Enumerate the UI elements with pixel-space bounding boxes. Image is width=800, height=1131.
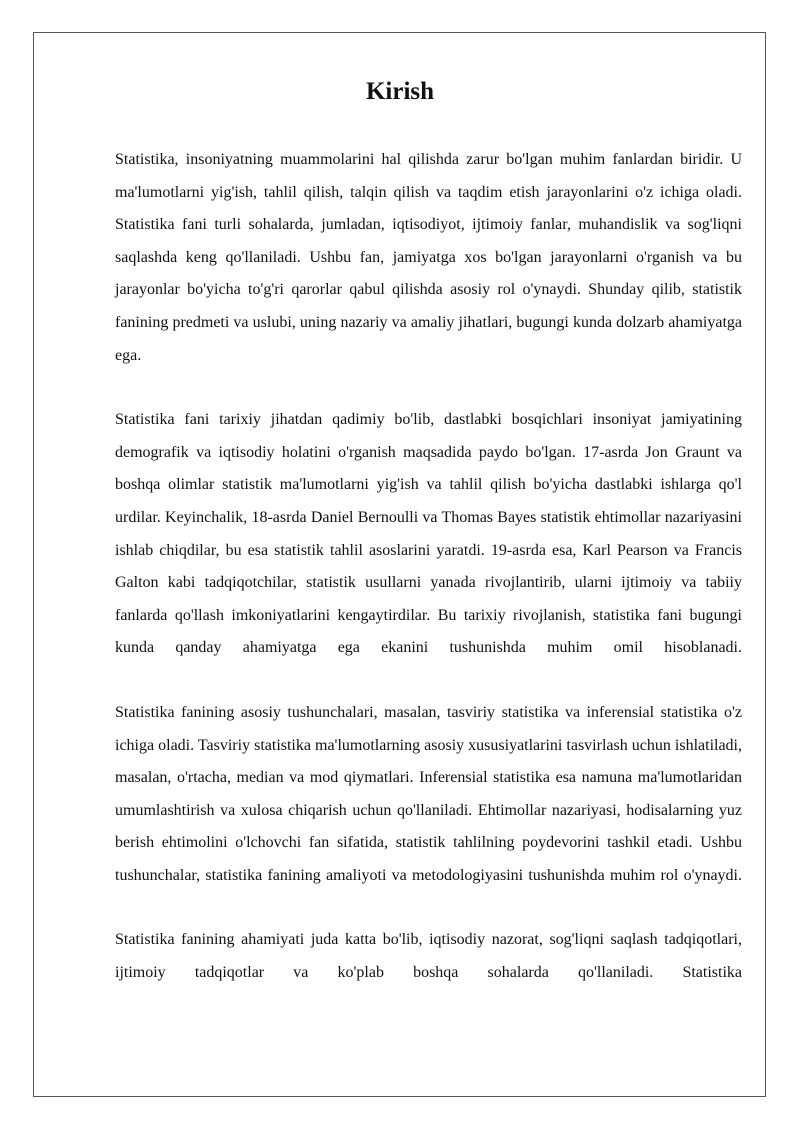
- paragraph-1: Statistika, insoniyatning muammolarini hal qilishda zarur bo'lgan muhim fanlardan biridir. U ma'lumotlarni yig'ish, tahlil qilish, talqin qilish va taqdim etish jarayonlarini o'z ichiga oladi. Statistika fani turli sohalarda, jumladan, iqtisodiyot, ijtimoiy fanlar, muhandislik va sog'liqni saqlashda keng qo'llaniladi. Ushbu fan, jamiyatga xos bo'lgan jarayonlarni o'rganish va bu jarayonlar bo'yicha to'g'ri qarorlar qabul qilishda asosiy rol o'ynaydi. Shunday qilib, statistik fanining predmeti va uslubi, uning nazariy va amaliy jihatlari, bugungi kunda dolzarb ahamiyatga ega.: [115, 151, 742, 364]
- document-body: [115, 144, 742, 990]
- paragraph-4: Statistika fanining ahamiyati juda katta bo'lib, iqtisodiy nazorat, sog'liqni saqlash tadqiqotlari, ijtimoiy tadqiqotlar va ko'plab boshqa sohalarda qo'llaniladi. Statistika: [115, 931, 742, 982]
- paragraph-3: Statistika fanining asosiy tushunchalari, masalan, tasviriy statistika va inferensial statistika o'z ichiga oladi. Tasviriy statistika ma'lumotlarning asosiy xususiyatlarini tasvirlash uchun ishlatiladi, masalan, o'rtacha, median va mod qiymatlari. Inferensial statistika esa namuna ma'lumotlaridan umumlashtirish va xulosa chiqarish uchun qo'llaniladi. Ehtimollar nazariyasi, hodisalarning yuz berish ehtimolini o'lchovchi fan sifatida, statistik tahlilning poydevorini tashkil etadi. Ushbu tushunchalar, statistika fanining amaliyoti va metodologiyasini tushunishda muhim rol o'ynaydi.: [115, 703, 742, 884]
- paragraph-2: Statistika fani tarixiy jihatdan qadimiy bo'lib, dastlabki bosqichlari insoniyat jamiyatining demografik va iqtisodiy holatini o'rganish maqsadida paydo bo'lgan. 17-asrda Jon Graunt va boshqa olimlar statistik ma'lumotlarni yig'ish va tahlil qilish bo'yicha dastlabki ishlarga qo'l urdilar. Keyinchalik, 18-asrda Daniel Bernoulli va Thomas Bayes statistik ehtimollar nazariyasini ishlab chiqdilar, bu esa statistik tahlil asoslarini yaratdi. 19-asrda esa, Karl Pearson va Francis Galton kabi tadqiqotchilar, statistik usullarni yanada rivojlantirib, ularni ijtimoiy va tabiiy fanlarda qo'llash imkoniyatlarini kengaytirdilar. Bu tarixiy rivojlanish, statistika fani bugungi kunda qanday ahamiyatga ega ekanini tushunishda muhim omil hisoblanadi.: [115, 411, 742, 657]
- page-title: Kirish: [365, 78, 435, 105]
